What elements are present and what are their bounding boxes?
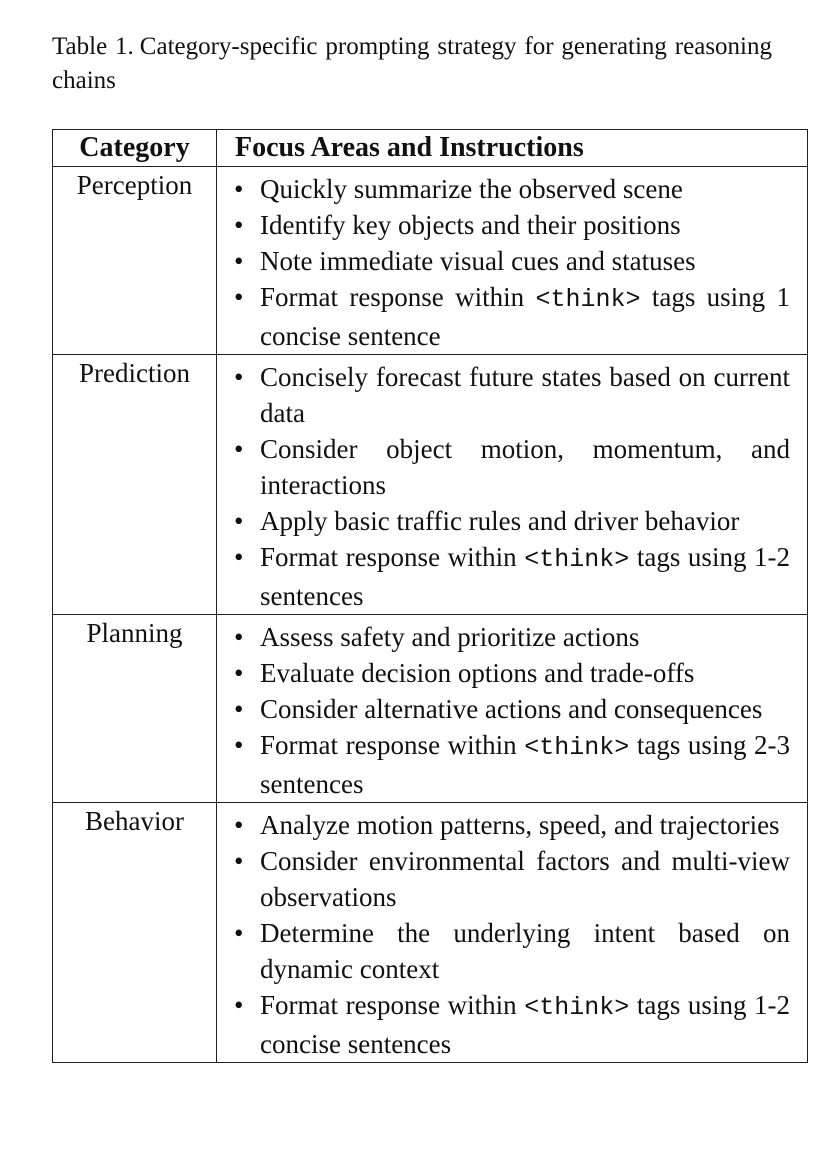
instructions-cell	[217, 803, 808, 1063]
instruction-text: Format response within	[260, 282, 525, 312]
bullet-icon: •	[234, 542, 244, 572]
instruction-text: tags using 1-2 concise sentences	[260, 990, 791, 1059]
header-category: Category	[53, 130, 217, 167]
table-row	[53, 803, 808, 1063]
instruction-text: Concisely forecast future states based on current data	[260, 362, 790, 428]
bullet-icon: •	[234, 362, 244, 392]
category-cell: Behavior	[53, 803, 217, 1063]
list-item	[234, 843, 790, 915]
bullet-icon: •	[234, 918, 244, 948]
list-item	[234, 619, 790, 655]
list-item	[234, 171, 790, 207]
instruction-text: Assess safety and prioritize actions	[260, 622, 640, 652]
table-row	[53, 355, 808, 615]
table-row	[53, 167, 808, 355]
list-item	[234, 915, 790, 987]
list-item	[234, 655, 790, 691]
think-tag: <think>	[524, 545, 630, 574]
think-tag: <think>	[535, 285, 641, 314]
table-caption-label: Table 1.	[52, 33, 134, 60]
instruction-text: Identify key objects and their positions	[260, 210, 681, 240]
header-focus-areas: Focus Areas and Instructions	[217, 130, 808, 167]
bullet-icon: •	[234, 622, 244, 652]
bullet-icon: •	[234, 990, 244, 1020]
instruction-text: Format response within	[260, 542, 517, 572]
instruction-text: Consider environmental factors and multi-view observations	[260, 846, 790, 912]
strategy-table	[52, 129, 808, 1063]
instruction-list	[234, 619, 790, 802]
bullet-icon: •	[234, 434, 244, 464]
table-row	[53, 615, 808, 803]
instruction-text: tags using 1-2 sentences	[260, 542, 791, 611]
instruction-text: Format response within	[260, 730, 517, 760]
list-item	[234, 807, 790, 843]
bullet-icon: •	[234, 658, 244, 688]
bullet-icon: •	[234, 174, 244, 204]
bullet-icon: •	[234, 210, 244, 240]
table-body	[53, 167, 808, 1063]
instruction-text: Determine the underlying intent based on dynamic context	[260, 918, 790, 984]
instruction-text: Quickly summarize the observed scene	[260, 174, 683, 204]
list-item	[234, 503, 790, 539]
bullet-icon: •	[234, 730, 244, 760]
bullet-icon: •	[234, 694, 244, 724]
bullet-icon: •	[234, 846, 244, 876]
think-tag: <think>	[524, 733, 630, 762]
instruction-text: tags using 1 concise sentence	[260, 282, 790, 351]
bullet-icon: •	[234, 246, 244, 276]
list-item	[234, 539, 790, 614]
bullet-icon: •	[234, 810, 244, 840]
instruction-text: Consider object motion, momentum, and interactions	[260, 434, 790, 500]
instruction-text: tags using 2-3 sentences	[260, 730, 791, 799]
list-item	[234, 243, 790, 279]
table-caption	[52, 30, 772, 98]
list-item	[234, 359, 790, 431]
instructions-cell	[217, 355, 808, 615]
instructions-cell	[217, 167, 808, 355]
bullet-icon: •	[234, 506, 244, 536]
instruction-text: Consider alternative actions and consequences	[260, 694, 763, 724]
bullet-icon: •	[234, 282, 244, 312]
instruction-list	[234, 171, 790, 354]
think-tag: <think>	[524, 993, 630, 1022]
table-header-row	[53, 130, 808, 167]
list-item	[234, 207, 790, 243]
category-cell: Planning	[53, 615, 217, 803]
category-cell: Perception	[53, 167, 217, 355]
instruction-list	[234, 807, 790, 1062]
category-cell: Prediction	[53, 355, 217, 615]
instructions-cell	[217, 615, 808, 803]
instruction-text: Format response within	[260, 990, 517, 1020]
instruction-text: Evaluate decision options and trade-offs	[260, 658, 695, 688]
table-caption-text: Category-specific prompting strategy for generating reasoning chains	[52, 33, 772, 94]
instruction-list	[234, 359, 790, 614]
instruction-text: Note immediate visual cues and statuses	[260, 246, 696, 276]
list-item	[234, 987, 790, 1062]
instruction-text: Apply basic traffic rules and driver behavior	[260, 506, 740, 536]
instruction-text: Analyze motion patterns, speed, and trajectories	[260, 810, 780, 840]
list-item	[234, 431, 790, 503]
list-item	[234, 727, 790, 802]
list-item	[234, 279, 790, 354]
list-item	[234, 691, 790, 727]
